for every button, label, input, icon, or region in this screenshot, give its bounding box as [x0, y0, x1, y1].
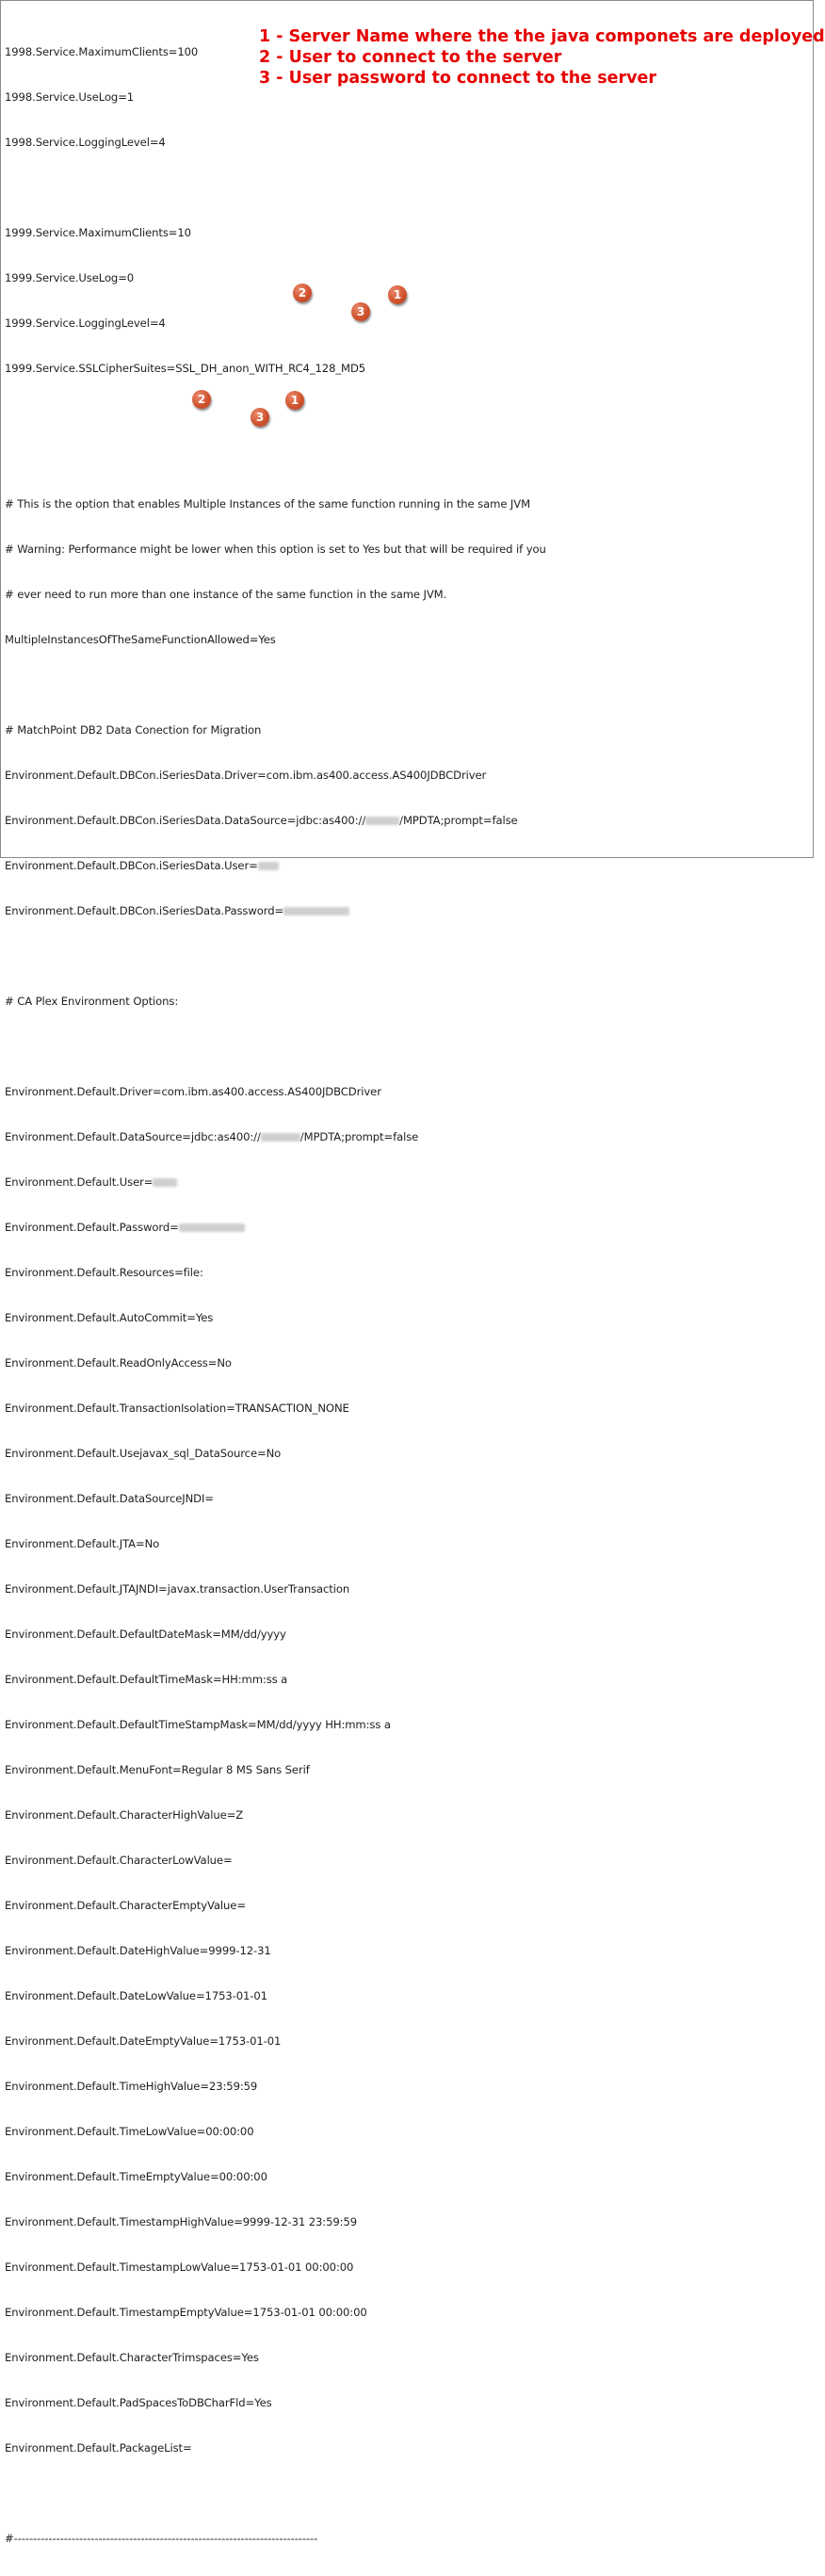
annotation-item-user: 2 - User to connect to the server: [259, 48, 562, 67]
config-line: Environment.Default.AutoCommit=Yes: [5, 1311, 214, 1324]
config-line: 1998.Service.MaximumClients=100: [5, 45, 199, 58]
blank-line: [5, 406, 664, 421]
redacted-server-name: [261, 1133, 300, 1142]
badge-password-icon: 3: [351, 302, 370, 321]
config-line-datasource: [5, 1129, 664, 1144]
blank-line: [5, 1039, 664, 1054]
config-line-datasource: [5, 813, 664, 828]
config-line-prefix: Environment.Default.DBCon.iSeriesData.Password=: [5, 904, 284, 917]
badge-user-icon: 2: [293, 284, 312, 302]
config-line: 1999.Service.LoggingLevel=4: [5, 316, 166, 330]
config-line-prefix: Environment.Default.DBCon.iSeriesData.DataSource=jdbc:as400://: [5, 814, 366, 827]
redacted-user: [258, 862, 279, 870]
config-line: Environment.Default.DefaultTimeMask=HH:mm:ss a: [5, 1673, 288, 1686]
config-line-prefix: Environment.Default.Password=: [5, 1221, 179, 1234]
config-line-user: [5, 858, 664, 873]
config-text: [5, 14, 664, 2576]
config-line: Environment.Default.Resources=file:: [5, 1266, 203, 1279]
config-line: Environment.Default.DateHighValue=9999-12-31: [5, 1944, 271, 1957]
config-line: Environment.Default.TimestampHighValue=9999-12-31 23:59:59: [5, 2215, 358, 2228]
config-line-user: [5, 1175, 664, 1190]
redacted-password: [179, 1223, 245, 1232]
config-line: Environment.Default.MenuFont=Regular 8 MS Sans Serif: [5, 1763, 310, 1776]
badge-server-icon: 1: [285, 391, 304, 410]
config-line: Environment.Default.PadSpacesToDBCharFld=Yes: [5, 2396, 272, 2409]
badge-password-icon: 3: [251, 408, 269, 427]
config-line: Environment.Default.DateEmptyValue=1753-01-01: [5, 2034, 282, 2048]
blank-line: [5, 180, 664, 195]
comment-line: # CA Plex Environment Options:: [5, 995, 179, 1008]
config-line: Environment.Default.DataSourceJNDI=: [5, 1492, 214, 1505]
redacted-user: [153, 1178, 177, 1187]
config-line: Environment.Default.TimestampLowValue=1753-01-01 00:00:00: [5, 2260, 354, 2274]
annotation-legend: [259, 26, 825, 89]
config-line: Environment.Default.TimestampEmptyValue=1753-01-01 00:00:00: [5, 2306, 367, 2319]
blank-line: [5, 2486, 664, 2501]
config-line: Environment.Default.DateLowValue=1753-01-01: [5, 1989, 267, 2002]
redacted-password: [283, 907, 349, 915]
config-line: Environment.Default.TimeEmptyValue=00:00:00: [5, 2170, 267, 2183]
annotation-item-server: 1 - Server Name where the the java componets are deployed: [259, 27, 825, 46]
config-line: Environment.Default.JTAJNDI=javax.transaction.UserTransaction: [5, 1582, 350, 1596]
config-line: 1999.Service.MaximumClients=10: [5, 226, 191, 239]
config-line: Environment.Default.Usejavax_sql_DataSource=No: [5, 1447, 282, 1460]
comment-line: # This is the option that enables Multiple Instances of the same function running in the same JVM: [5, 497, 530, 510]
config-line-suffix: /MPDTA;prompt=false: [299, 1130, 419, 1143]
config-line-password: [5, 903, 664, 918]
config-line: Environment.Default.Driver=com.ibm.as400.access.AS400JDBCDriver: [5, 1085, 381, 1098]
config-line-prefix: Environment.Default.DBCon.iSeriesData.User=: [5, 859, 258, 872]
comment-line: # ever need to run more than one instance of the same function in the same JVM.: [5, 588, 447, 601]
blank-line: [5, 677, 664, 692]
config-line: 1998.Service.LoggingLevel=4: [5, 136, 166, 149]
config-line: Environment.Default.CharacterTrimspaces=Yes: [5, 2351, 259, 2364]
config-line-password: [5, 1220, 664, 1235]
separator-line: #-------------------------------------------------------------------------------: [5, 2532, 318, 2545]
config-line: 1999.Service.UseLog=0: [5, 271, 135, 284]
comment-line: # Warning: Performance might be lower when this option is set to Yes but that will be required if you: [5, 543, 546, 556]
config-line: Environment.Default.DefaultTimeStampMask=MM/dd/yyyy HH:mm:ss a: [5, 1718, 391, 1731]
config-line: Environment.Default.ReadOnlyAccess=No: [5, 1356, 232, 1369]
blank-line: [5, 451, 664, 466]
badge-user-icon: 2: [192, 390, 211, 409]
config-line-suffix: /MPDTA;prompt=false: [399, 814, 518, 827]
config-line: 1999.Service.SSLCipherSuites=SSL_DH_anon_WITH_RC4_128_MD5: [5, 362, 366, 375]
config-line: MultipleInstancesOfTheSameFunctionAllowed=Yes: [5, 633, 276, 646]
config-line: Environment.Default.CharacterLowValue=: [5, 1854, 233, 1867]
config-line: Environment.Default.CharacterEmptyValue=: [5, 1899, 246, 1912]
blank-line: [5, 948, 664, 964]
config-line: Environment.Default.TransactionIsolation=TRANSACTION_NONE: [5, 1401, 349, 1415]
config-line: Environment.Default.CharacterHighValue=Z: [5, 1808, 244, 1822]
config-line: Environment.Default.JTA=No: [5, 1537, 160, 1550]
annotation-item-password: 3 - User password to connect to the server: [259, 69, 657, 88]
config-line: Environment.Default.PackageList=: [5, 2441, 192, 2454]
config-line: Environment.Default.TimeHighValue=23:59:59: [5, 2080, 258, 2093]
config-line-prefix: Environment.Default.DataSource=jdbc:as400://: [5, 1130, 261, 1143]
config-line: Environment.Default.DefaultDateMask=MM/dd/yyyy: [5, 1628, 286, 1641]
redacted-server-name: [365, 817, 399, 825]
config-line: Environment.Default.TimeLowValue=00:00:00: [5, 2125, 254, 2138]
config-line-prefix: Environment.Default.User=: [5, 1175, 154, 1189]
config-line: Environment.Default.DBCon.iSeriesData.Driver=com.ibm.as400.access.AS400JDBCDriver: [5, 769, 487, 782]
comment-line: # MatchPoint DB2 Data Conection for Migration: [5, 723, 262, 737]
config-line: 1998.Service.UseLog=1: [5, 90, 135, 104]
badge-server-icon: 1: [388, 285, 407, 304]
